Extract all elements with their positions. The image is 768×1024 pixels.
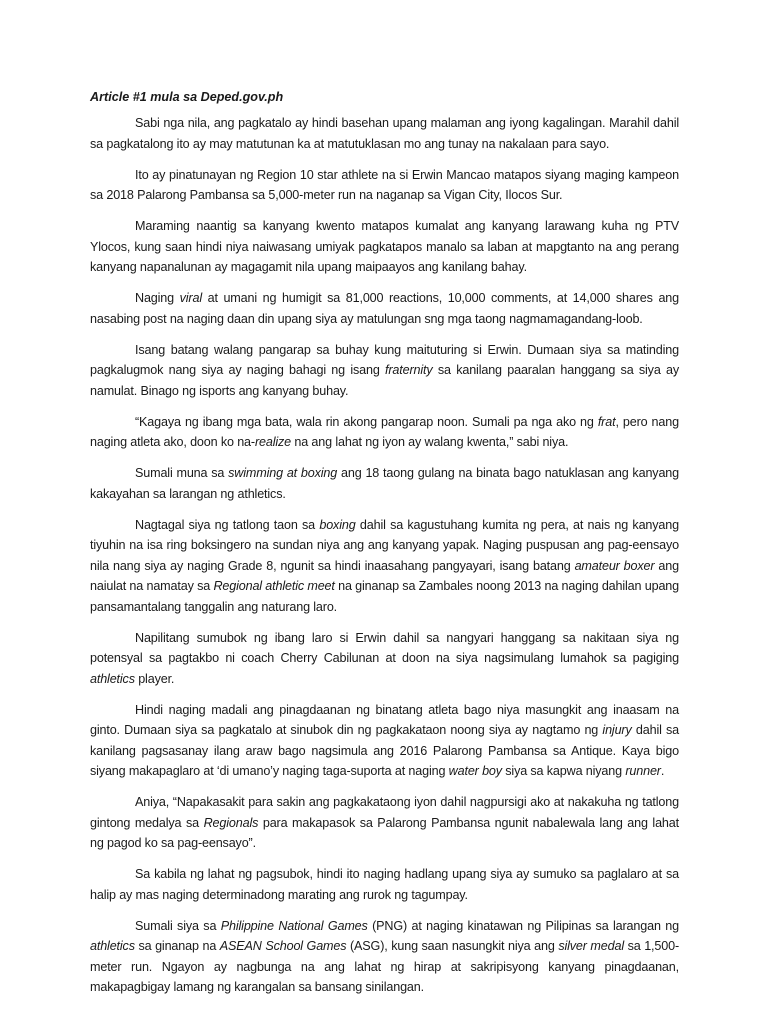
text-run: (ASG), kung saan nasungkit niya ang bbox=[346, 939, 559, 953]
italic-text: injury bbox=[602, 723, 632, 737]
text-run: para makapasok sa Palarong Pambansa ngunit nabalewala lang ang lahat ng pagod ko sa pag-eensayo”. bbox=[90, 815, 679, 850]
document-title: Article #1 mula sa Deped.gov.ph bbox=[90, 90, 284, 104]
text-run: Naging bbox=[135, 291, 180, 305]
text-run: Maraming naantig sa kanyang kwento matapos kumalat ang kanyang larawang kuha ng PTV Ylocos, kung saan hindi niya naiwasang umiyak pagkatapos manalo sa laban at mapgtanto na ang perang kanyang napanalunan ay magagamit nila upang maipaayos ang kanilang bahay. bbox=[90, 219, 679, 274]
paragraph bbox=[90, 864, 679, 905]
text-run: , pero nang naging atleta ako, doon ko na- bbox=[90, 414, 679, 449]
document-body bbox=[90, 113, 679, 998]
paragraph bbox=[90, 792, 679, 854]
italic-text: Regionals bbox=[203, 815, 259, 830]
text-run: sa kanilang paaralan hanggang sa siya ay namulat. Binago ng isports ang kanyang buhay. bbox=[90, 363, 680, 398]
document-page bbox=[90, 88, 679, 1008]
paragraph bbox=[90, 515, 679, 618]
italic-text: runner bbox=[625, 764, 661, 778]
paragraph bbox=[90, 628, 679, 690]
paragraph bbox=[90, 113, 679, 154]
text-run: ang 18 taong gulang na binata bago natuklasan ang kanyang kakayahan sa larangan ng athletics. bbox=[90, 466, 680, 501]
italic-text: silver medal bbox=[558, 939, 624, 953]
italic-text: boxing bbox=[319, 517, 356, 532]
text-run: Ito ay pinatunayan ng Region 10 star athlete na si Erwin Mancao matapos siyang maging kampeon sa 2018 Palarong Pambansa sa 5,000-meter run na naganap sa Vigan City, Ilocos Sur. bbox=[90, 167, 679, 202]
italic-text: frat bbox=[597, 414, 616, 429]
italic-text: fraternity bbox=[385, 363, 433, 377]
text-run: dahil sa kagustuhang kumita ng pera, at nais ng kanyang tiyuhin na isa ring boksingero na sundan niya ang ang kanyang yapak. Naging puspusan ang pag-eensayo nila nang siya ay naging Grade 8, ngunit sa hindi inaasahang pangyayari, isang batang bbox=[90, 517, 679, 573]
text-run: (PNG) at naging kinatawan ng Pilipinas sa larangan ng bbox=[367, 918, 679, 933]
paragraph bbox=[90, 700, 679, 782]
paragraph bbox=[90, 463, 679, 504]
italic-text: athletics bbox=[90, 939, 135, 953]
italic-text: ASEAN School Games bbox=[219, 939, 347, 953]
text-run: Aniya, “Napakasakit para sakin ang pagkakataong iyon dahil nagpursigi ako at nakakuha ng tatlong gintong medalya sa bbox=[90, 795, 679, 830]
text-run: at umani ng humigit sa 81,000 reactions, 10,000 comments, at 14,000 shares ang nasabing post na naging daan din upang siya ay matulungan sng mga taong nagmamagandang-loob. bbox=[90, 291, 680, 326]
text-run: ang naiulat na namatay sa bbox=[90, 558, 679, 593]
text-run: Sumali muna sa bbox=[135, 466, 229, 480]
text-run: Napilitang sumubok ng ibang laro si Erwin dahil sa nangyari hanggang sa nakitaan siya ng potensyal sa pagtakbo ni coach Cherry Cabilunan at doon na siya nagsimulang lumahok sa pagiging bbox=[90, 630, 679, 665]
italic-text: Regional athletic meet bbox=[213, 579, 335, 593]
text-run: Nagtagal siya ng tatlong taon sa bbox=[135, 517, 320, 532]
paragraph bbox=[90, 165, 679, 206]
paragraph bbox=[90, 216, 679, 278]
italic-text: water boy bbox=[448, 764, 502, 778]
text-run: Sumali siya sa bbox=[135, 918, 221, 933]
text-run: . bbox=[660, 764, 665, 778]
text-run: dahil sa kanilang pagsasanay ilang araw bago nagsimula ang 2016 Palarong Pambansa sa Antique. Kaya bigo siyang makapaglaro at ‘di umano’y naging taga-suporta at naging bbox=[90, 723, 680, 778]
italic-text: viral bbox=[179, 291, 202, 305]
paragraph bbox=[90, 412, 679, 453]
text-run: sa 1,500-meter run. Ngayon ay nagbunga na ang lahat ng hirap at sakripisyong kanyang pinagdaanan, makapagbigay lamang ng karangalan sa bansang sinilangan. bbox=[90, 939, 679, 994]
text-run: na ang lahat ng iyon ay walang kwenta,” sabi niya. bbox=[291, 435, 569, 449]
text-run: siya sa kapwa niyang bbox=[501, 764, 626, 778]
paragraph bbox=[90, 916, 679, 998]
paragraph bbox=[90, 340, 679, 402]
text-run: Isang batang walang pangarap sa buhay kung maituturing si Erwin. Dumaan siya sa matinding pagkalugmok nang siya ay naging bahagi ng isang bbox=[90, 342, 679, 377]
text-run: Sabi nga nila, ang pagkatalo ay hindi basehan upang malaman ang iyong kagalingan. Marahil dahil sa pagkatalong ito ay may matutunan ka at matutuklasan mo ang tunay na nakalaan para sayo. bbox=[90, 116, 679, 151]
text-run: “Kagaya ng ibang mga bata, wala rin akong pangarap noon. Sumali pa nga ako ng bbox=[135, 414, 598, 429]
italic-text: realize bbox=[254, 435, 292, 449]
text-run: player. bbox=[134, 671, 175, 686]
text-run: na ginanap sa Zambales noong 2013 na naging dahilan upang pansamantalang tanggalin ang naturang laro. bbox=[90, 579, 680, 614]
italic-text: athletics bbox=[90, 671, 135, 686]
paragraph bbox=[90, 288, 679, 329]
text-run: sa ginanap na bbox=[134, 939, 220, 953]
italic-text: swimming at boxing bbox=[228, 466, 338, 480]
text-run: Hindi naging madali ang pinagdaanan ng binatang atleta bago niya masungkit ang inaasam na ginto. Dumaan siya sa pagkatalo at sinubok din ng pagkakataon noong siya ay nagtamo ng bbox=[90, 702, 679, 737]
italic-text: Philippine National Games bbox=[220, 918, 368, 933]
italic-text: amateur boxer bbox=[574, 558, 655, 573]
text-run: Sa kabila ng lahat ng pagsubok, hindi ito naging hadlang upang siya ay sumuko sa paglalaro at sa halip ay mas naging determinadong marating ang rurok ng tagumpay. bbox=[90, 867, 679, 902]
